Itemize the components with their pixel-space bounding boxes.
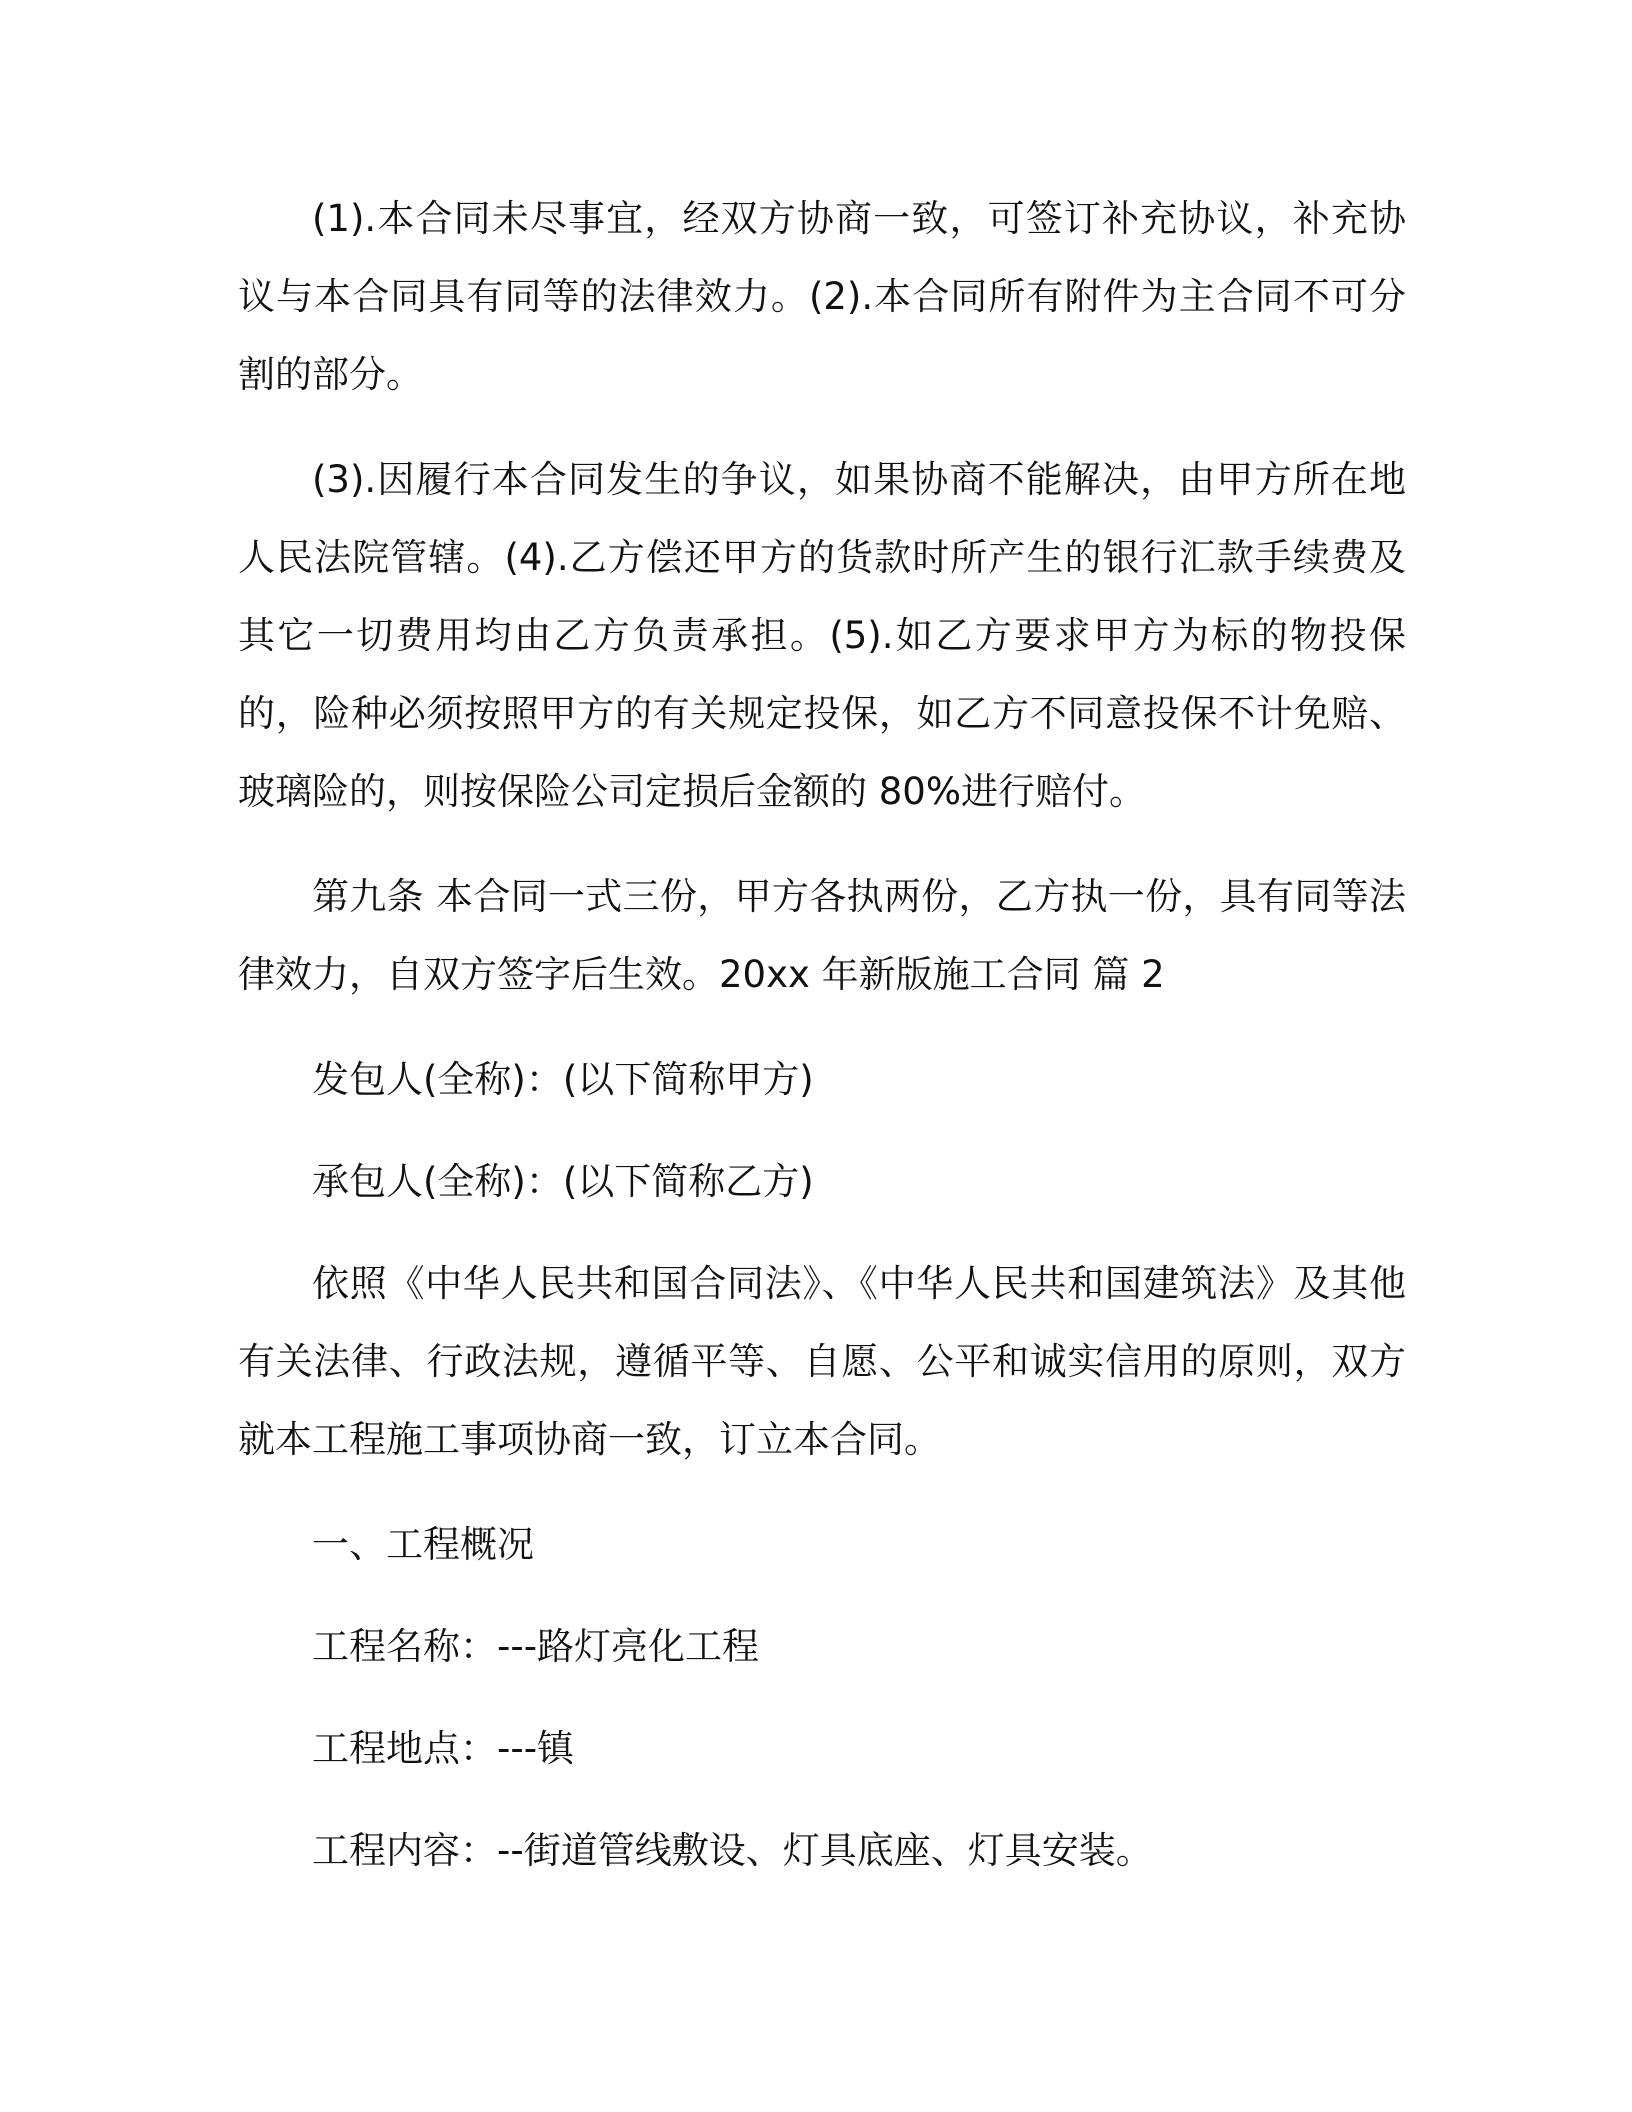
paragraph-supplementary-agreement: (1).本合同未尽事宜，经双方协商一致，可签订补充协议，补充协议与本合同具有同等的法律效力。(2).本合同所有附件为主合同不可分割的部分。 — [238, 197, 1406, 396]
paragraph-contractor: 承包人(全称)：(以下简称乙方) — [312, 1160, 814, 1203]
paragraph-dispute-resolution: (3).因履行本合同发生的争议，如果协商不能解决，由甲方所在地人民法院管辖。(4).乙方偿还甲方的货款时所产生的银行汇款手续费及其它一切费用均由乙方负责承担。(5).如乙方要求甲方为标的物投保的，险种必须按照甲方的有关规定投保，如乙方不同意投保不计免赔、玻璃险的，则按保险公司定损后金额的 80%进行赔付。 — [238, 458, 1406, 813]
paragraph-employer: 发包人(全称)：(以下简称甲方) — [312, 1058, 814, 1101]
paragraph-project-name: 工程名称：---路灯亮化工程 — [312, 1625, 760, 1668]
paragraph-project-location: 工程地点：---镇 — [312, 1727, 575, 1770]
paragraph-project-content: 工程内容：--街道管线敷设、灯具底座、灯具安装。 — [312, 1829, 1153, 1872]
paragraph-article-nine: 第九条 本合同一式三份，甲方各执两份，乙方执一份，具有同等法律效力，自双方签字后生效。20xx 年新版施工合同 篇 2 — [238, 875, 1406, 996]
paragraph-legal-basis: 依照《中华人民共和国合同法》、《中华人民共和国建筑法》及其他有关法律、行政法规，遵循平等、自愿、公平和诚实信用的原则，双方就本工程施工事项协商一致，订立本合同。 — [238, 1262, 1406, 1461]
section-heading-project-overview: 一、工程概况 — [312, 1523, 534, 1566]
